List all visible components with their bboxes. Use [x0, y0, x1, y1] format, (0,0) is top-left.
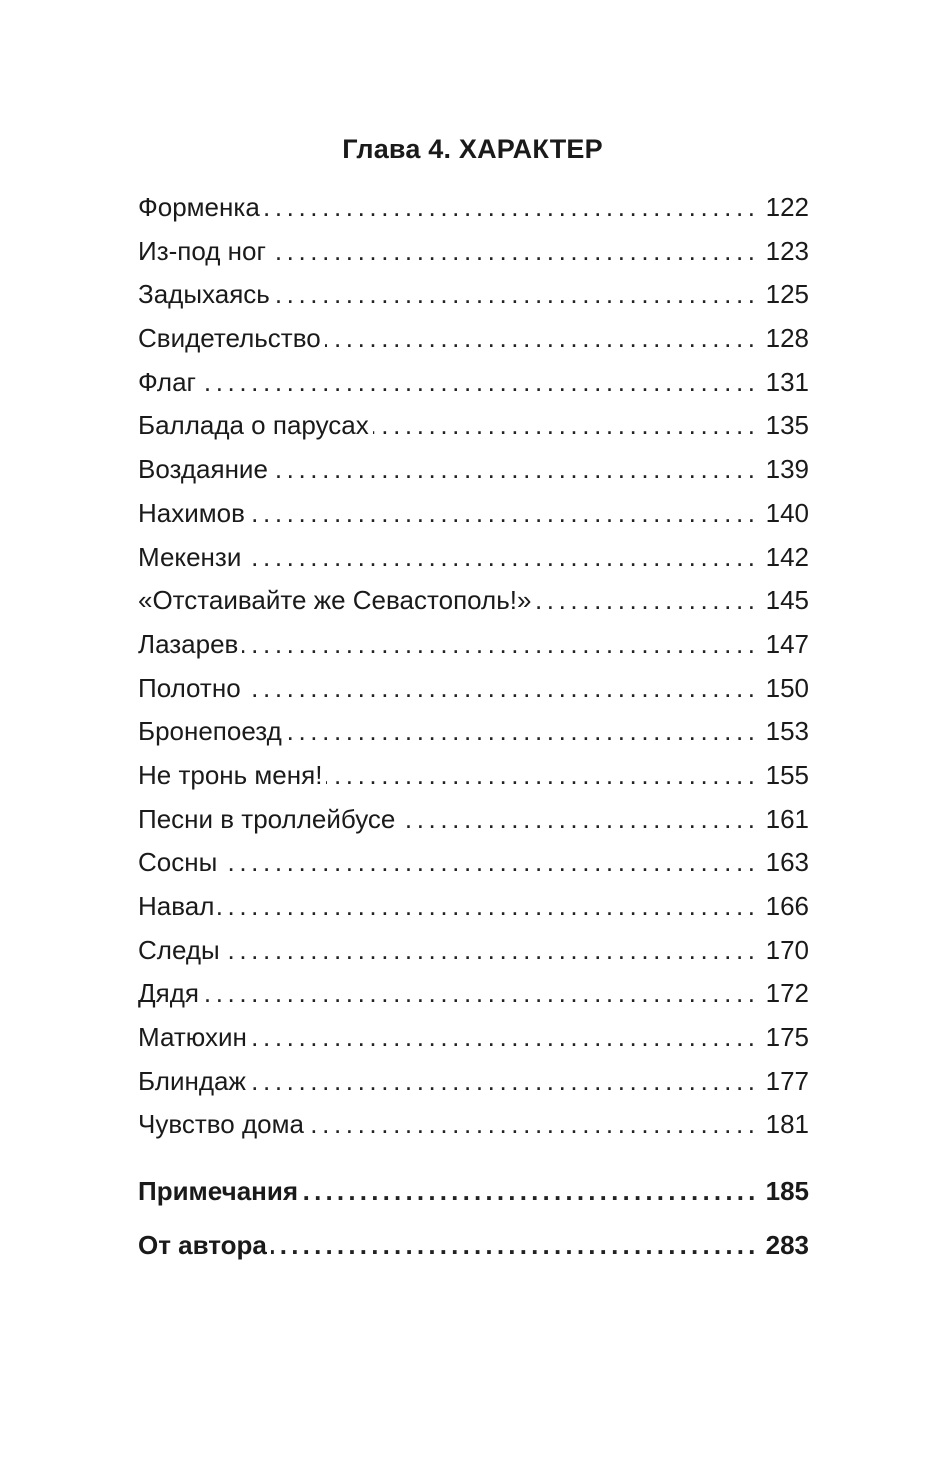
dot-leader: [218, 885, 759, 929]
toc-entry-page: 150: [765, 672, 809, 703]
toc-entry-title: Следы: [138, 934, 220, 965]
toc-entry-title: Примечания: [138, 1176, 299, 1206]
toc-entry-page: 155: [765, 759, 809, 790]
toc-entry-title: От автора: [138, 1230, 267, 1260]
toc-entry-title: Песни в троллейбусе: [138, 803, 396, 834]
toc-entry-title: Воздаяние: [138, 454, 268, 485]
toc-entry: [138, 1103, 809, 1147]
toc-entry: [138, 710, 809, 754]
toc-entry: [138, 230, 809, 274]
toc-entry-page: 166: [765, 891, 809, 921]
toc-entry: [138, 667, 809, 711]
toc-entry-page: 123: [765, 235, 809, 266]
toc-entry-notes: [138, 1168, 809, 1222]
toc-entry: [138, 929, 809, 973]
toc-entry: [138, 623, 809, 667]
toc-entry-page: 128: [765, 323, 809, 354]
toc-entry-page: 145: [765, 585, 809, 616]
toc-entry-page: 175: [765, 1022, 809, 1053]
dot-leader: [308, 1103, 760, 1147]
dot-leader: [242, 623, 759, 667]
dot-leader: [245, 536, 759, 580]
toc-entry-page: 181: [765, 1109, 809, 1140]
toc-entry: [138, 273, 809, 317]
dot-leader: [270, 230, 760, 274]
toc-entry-title: Лазарев: [138, 628, 239, 659]
toc-entry: [138, 579, 809, 623]
dot-leader: [224, 929, 760, 973]
toc-entry-page: 153: [765, 716, 809, 747]
dot-leader: [249, 492, 760, 536]
dot-leader: [245, 667, 760, 711]
toc-entry-title: Баллада о парусах: [138, 410, 369, 441]
chapter-title: Глава 4. ХАРАКТЕР: [342, 134, 603, 164]
toc-entry-title: Дядя: [138, 978, 199, 1009]
toc-entry: [138, 798, 809, 842]
toc-entry-title: Задыхаясь: [138, 279, 270, 310]
toc-entry-page: 185: [765, 1176, 809, 1206]
toc-entry: [138, 492, 809, 536]
toc-entry-title: Свидетельство: [138, 323, 321, 354]
toc-entry-title: Нахимов: [138, 497, 245, 528]
toc-entry: [138, 404, 809, 448]
dot-leader: [274, 273, 760, 317]
dot-leader: [250, 1060, 760, 1104]
toc-entry-page: 172: [765, 978, 809, 1009]
toc-entry-title: Флаг: [138, 366, 197, 397]
toc-entry-page: 147: [765, 628, 809, 659]
dot-leader: [399, 798, 759, 842]
toc-entry-title: Сосны: [138, 847, 218, 878]
dot-leader: [286, 710, 760, 754]
toc-entry-page: 142: [765, 541, 809, 572]
toc-entry-title: Навал: [138, 891, 215, 921]
toc-entry-title: Мекензи: [138, 541, 242, 572]
dot-leader: [325, 317, 760, 361]
toc-entry: [138, 536, 809, 580]
toc-entry-page: 283: [765, 1230, 809, 1260]
toc-entry-title: Из-под ног: [138, 235, 266, 266]
toc-entry: [138, 361, 809, 405]
dot-leader: [272, 448, 760, 492]
toc-entry-title: Чувство дома: [138, 1109, 304, 1140]
dot-leader: [373, 404, 760, 448]
toc-entry: [138, 1060, 809, 1104]
toc-entry-page: 131: [765, 366, 809, 397]
toc-entry-title: Бронепоезд: [138, 716, 282, 747]
toc-entry-title: «Отстаивайте же Севастополь!»: [138, 585, 532, 616]
toc-entry-title: Матюхин: [138, 1022, 247, 1053]
toc-entry-title: Полотно: [138, 672, 241, 703]
toc-entry: [138, 317, 809, 361]
toc-entry-from-author: [138, 1222, 809, 1276]
dot-leader: [302, 1168, 760, 1214]
toc-entry-title: Форменка: [138, 192, 260, 222]
toc-entry: [138, 754, 809, 798]
toc-entry-title: Не тронь меня!: [138, 759, 323, 790]
toc-entry: [138, 885, 809, 929]
toc-entry-page: 122: [765, 192, 809, 222]
toc-entry: [138, 972, 809, 1016]
toc-entry: [138, 1016, 809, 1060]
toc-entry-page: 135: [765, 410, 809, 441]
dot-leader: [535, 579, 759, 623]
toc-entry: [138, 448, 809, 492]
dot-leader: [203, 972, 760, 1016]
back-matter-list: [138, 1168, 809, 1276]
table-of-contents: [138, 186, 809, 1147]
toc-entry-page: 139: [765, 454, 809, 485]
dot-leader: [326, 754, 759, 798]
toc-entry-page: 177: [765, 1065, 809, 1096]
toc-entry: [138, 186, 809, 230]
dot-leader: [200, 361, 760, 405]
toc-entry-page: 163: [765, 847, 809, 878]
toc-entry-page: 161: [765, 803, 809, 834]
dot-leader: [221, 841, 759, 885]
toc-entry-page: 140: [765, 497, 809, 528]
toc-entry-page: 125: [765, 279, 809, 310]
dot-leader: [271, 1222, 760, 1268]
dot-leader: [264, 186, 760, 230]
toc-entry-page: 170: [765, 934, 809, 965]
dot-leader: [251, 1016, 760, 1060]
toc-entry-title: Блиндаж: [138, 1065, 246, 1096]
toc-entry: [138, 841, 809, 885]
